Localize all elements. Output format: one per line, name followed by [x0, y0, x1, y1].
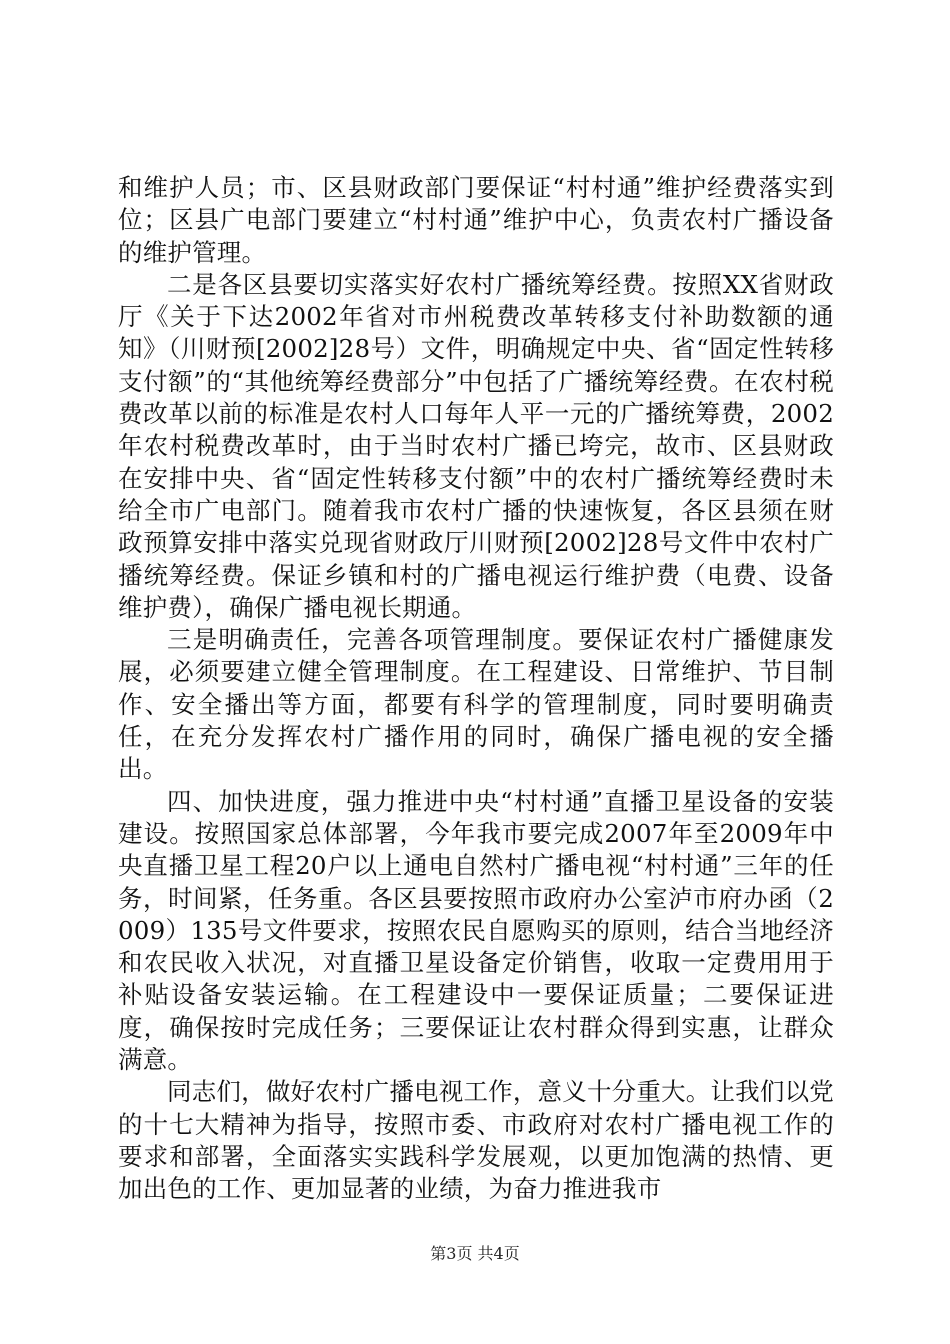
paragraph-broadcast-funding: 二是各区县要切实落实好农村广播统筹经费。按照XX省财政厅《关于下达2002年省对市州税费改革转移支付补助数额的通知》（川财预[2002]28号）文件，明确规定中央、省“固定性转移支付额”的“其他统筹经费部分”中包括了广播统筹经费。在农村税费改革以前的标准是农村人口每年人平一元的广播统筹费，2002年农村税费改革时，由于当时农村广播已垮完，故市、区县财政在安排中央、省“固定性转移支付额”中的农村广播统筹经费时未给全市广电部门。随着我市农村广播的快速恢复，各区县须在财政预算安排中落实兑现省财政厅川财预[2002]28号文件中农村广播统筹经费。保证乡镇和村的广播电视运行维护费（电费、设备维护费），确保广播电视长期通。 [118, 269, 834, 622]
paragraph-management-system: 三是明确责任，完善各项管理制度。要保证农村广播健康发展，必须要建立健全管理制度。在工程建设、日常维护、节目制作、安全播出等方面，都要有科学的管理制度，同时要明确责任，在充分发挥农村广播作用的同时，确保广播电视的安全播出。 [118, 625, 834, 784]
paragraph-closing: 同志们，做好农村广播电视工作，意义十分重大。让我们以党的十七大精神为指导，按照市委、市政府对农村广播电视工作的要求和部署，全面落实实践科学发展观，以更加饱满的热情、更加出色的工作、更加显著的业绩，为奋力推进我市 [118, 1077, 834, 1204]
paragraph-continuation: 和维护人员；市、区县财政部门要保证“村村通”维护经费落实到位；区县广电部门要建立“村村通”维护中心，负责农村广播设备的维护管理。 [118, 173, 834, 267]
paragraph-satellite-construction: 四、加快进度，强力推进中央“村村通”直播卫星设备的安装建设。按照国家总体部署，今年我市要完成2007年至2009年中央直播卫星工程20户以上通电自然村广播电视“村村通”三年的任务，时间紧，任务重。各区县要按照市政府办公室泸市府办函（2009）135号文件要求，按照农民自愿购买的原则，结合当地经济和农民收入状况，对直播卫星设备定价销售，收取一定费用用于补贴设备安装运输。在工程建设中一要保证质量；二要保证进度，确保按时完成任务；三要保证让农村群众得到实惠，让群众满意。 [118, 786, 834, 1075]
document-body [118, 172, 834, 1206]
page-number-footer: 第3页 共4页 [430, 1244, 520, 1263]
